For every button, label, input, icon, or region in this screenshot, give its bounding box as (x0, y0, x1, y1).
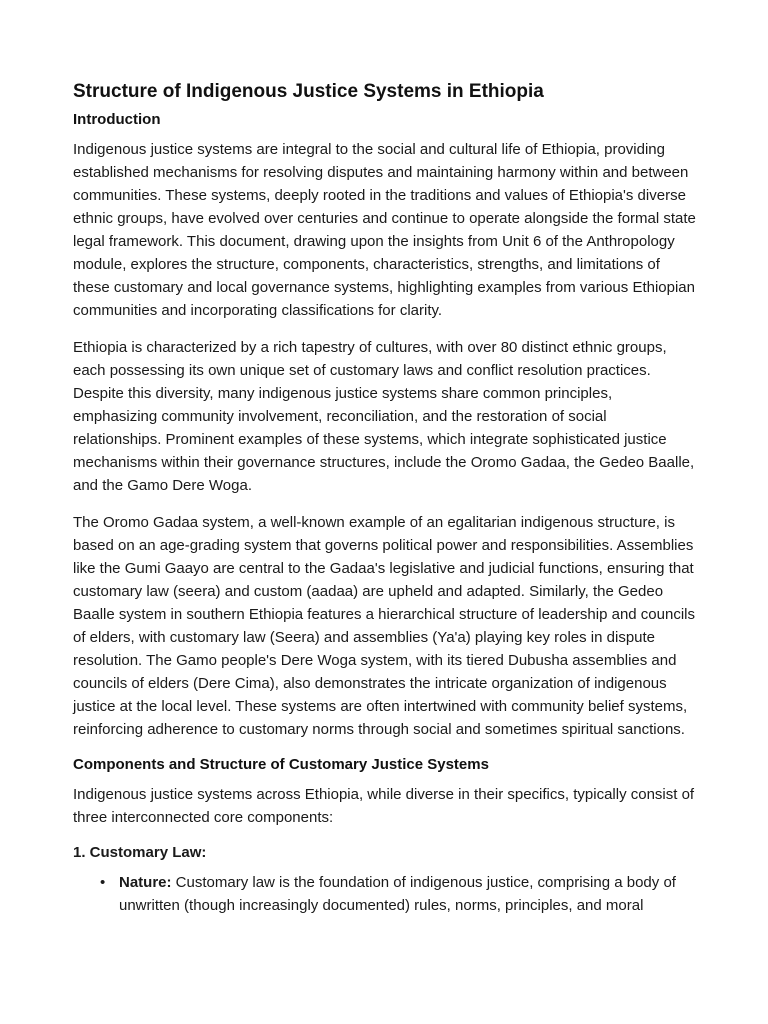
components-heading: Components and Structure of Customary Justice Systems (73, 756, 489, 773)
customary-law-heading: 1. Customary Law: (73, 844, 207, 861)
components-intro-paragraph: Indigenous justice systems across Ethiopia, while diverse in their specifics, typically consist of three interconnected core components: (73, 786, 695, 826)
list-item-text: Customary law is the foundation of indigenous justice, comprising a body of unwritten (though increasingly documented) rules, norms, principles, and moral (119, 874, 676, 914)
intro-paragraph-1: Indigenous justice systems are integral to the social and cultural life of Ethiopia, providing established mechanisms for resolving disputes and maintaining harmony within and between communities. These systems, deeply rooted in the traditions and values of Ethiopia's diverse ethnic groups, have evolved over centuries and continue to operate alongside the formal state legal framework. This document, drawing upon the insights from Unit 6 of the Anthropology module, explores the structure, components, characteristics, strengths, and limitations of these customary and local governance systems, highlighting examples from various Ethiopian communities and incorporating classifications for clarity. (73, 141, 696, 319)
list-item (100, 871, 698, 917)
introduction-heading: Introduction (73, 111, 161, 128)
document-title: Structure of Indigenous Justice Systems in Ethiopia (73, 81, 544, 102)
customary-law-list (73, 871, 698, 917)
intro-paragraph-3: The Oromo Gadaa system, a well-known example of an egalitarian indigenous structure, is based on an age-grading system that governs political power and responsibilities. Assemblies like the Gumi Gaayo are central to the Gadaa's legislative and judicial functions, ensuring that customary law (seera) and custom (aadaa) are upheld and adapted. Similarly, the Gedeo Baalle system in southern Ethiopia features a hierarchical structure of leadership and councils of elders, with customary law (Seera) and assemblies (Ya'a) playing key roles in dispute resolution. The Gamo people's Dere Woga system, with its tiered Dubusha assemblies and councils of elders (Dere Cima), also demonstrates the intricate organization of indigenous justice at the local level. These systems are often intertwined with community belief systems, reinforcing adherence to customary norms through social and sometimes spiritual sanctions. (73, 514, 696, 738)
list-item-label: Nature: (119, 874, 172, 891)
intro-paragraph-2: Ethiopia is characterized by a rich tapestry of cultures, with over 80 distinct ethnic groups, each possessing its own unique set of customary laws and conflict resolution practices. Despite this diversity, many indigenous justice systems share common principles, emphasizing community involvement, reconciliation, and the restoration of social relationships. Prominent examples of these systems, which integrate sophisticated justice mechanisms within their governance structures, include the Oromo Gadaa, the Gedeo Baalle, and the Gamo Dere Woga. (73, 339, 695, 494)
document-page (73, 80, 698, 917)
bullet-icon: • (100, 874, 106, 891)
